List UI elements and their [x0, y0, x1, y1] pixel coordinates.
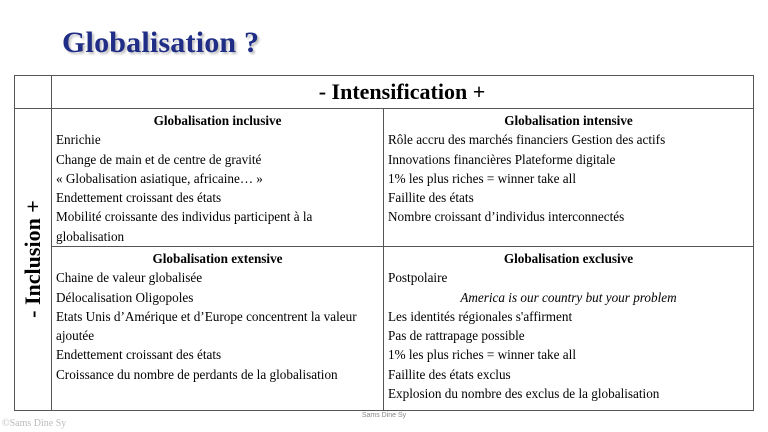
list-item: Etats Unis d’Amérique et d’Europe concentrent la valeur ajoutée — [56, 308, 357, 344]
list-item: Croissance du nombre de perdants de la globalisation — [56, 366, 338, 382]
inclusion-axis — [15, 108, 51, 410]
list-item: Pas de rattrapage possible — [388, 328, 525, 344]
list-item: Faillite des états — [388, 190, 474, 206]
quadrant-title: Globalisation exclusive — [503, 251, 634, 266]
list-item: Les identités régionales s'affirment — [388, 308, 573, 324]
list-item: 1% les plus riches = winner take all — [388, 347, 576, 363]
quote-line: America is our country but your problem — [460, 289, 677, 305]
footer-author: Sams Dine Sy — [361, 412, 407, 419]
list-item: Enrichie — [56, 132, 101, 148]
quadrant-intensive — [384, 109, 753, 246]
list-item: 1% les plus riches = winner take all — [388, 170, 576, 186]
list-item: Change de main et de centre de gravité — [56, 151, 262, 167]
quadrant-title: Globalisation extensive — [152, 251, 283, 266]
page-title: Globalisation ? — [62, 26, 260, 59]
list-item: Explosion du nombre des exclus de la globalisation — [388, 386, 660, 402]
list-item: Endettement croissant des états — [56, 190, 222, 206]
quadrant-title: Globalisation inclusive — [153, 113, 282, 128]
intensification-header: - Intensification + — [318, 79, 486, 104]
list-item: Nombre croissant d’individus interconnectés — [388, 209, 625, 225]
list-item: Délocalisation Oligopoles — [56, 289, 194, 305]
globalisation-matrix — [14, 75, 754, 411]
list-item: Rôle accru des marchés financiers Gestion des actifs — [388, 132, 666, 148]
quadrant-exclusive — [384, 247, 753, 410]
inclusion-label: - Inclusion + — [20, 200, 45, 318]
list-item: Faillite des états exclus — [388, 366, 511, 382]
quadrant-inclusive — [52, 109, 383, 246]
list-item: Innovations financières Plateforme digitale — [388, 151, 616, 167]
quadrant-extensive — [52, 247, 383, 410]
watermark: ©Sams Dine Sy — [2, 418, 67, 429]
list-item: Endettement croissant des états — [56, 347, 222, 363]
list-item: Postpolaire — [388, 270, 448, 286]
list-item: Chaine de valeur globalisée — [56, 270, 203, 286]
quadrant-title: Globalisation intensive — [504, 113, 633, 128]
list-item: Mobilité croissante des individus participent à la globalisation — [56, 209, 313, 244]
list-item: « Globalisation asiatique, africaine… » — [56, 170, 263, 186]
